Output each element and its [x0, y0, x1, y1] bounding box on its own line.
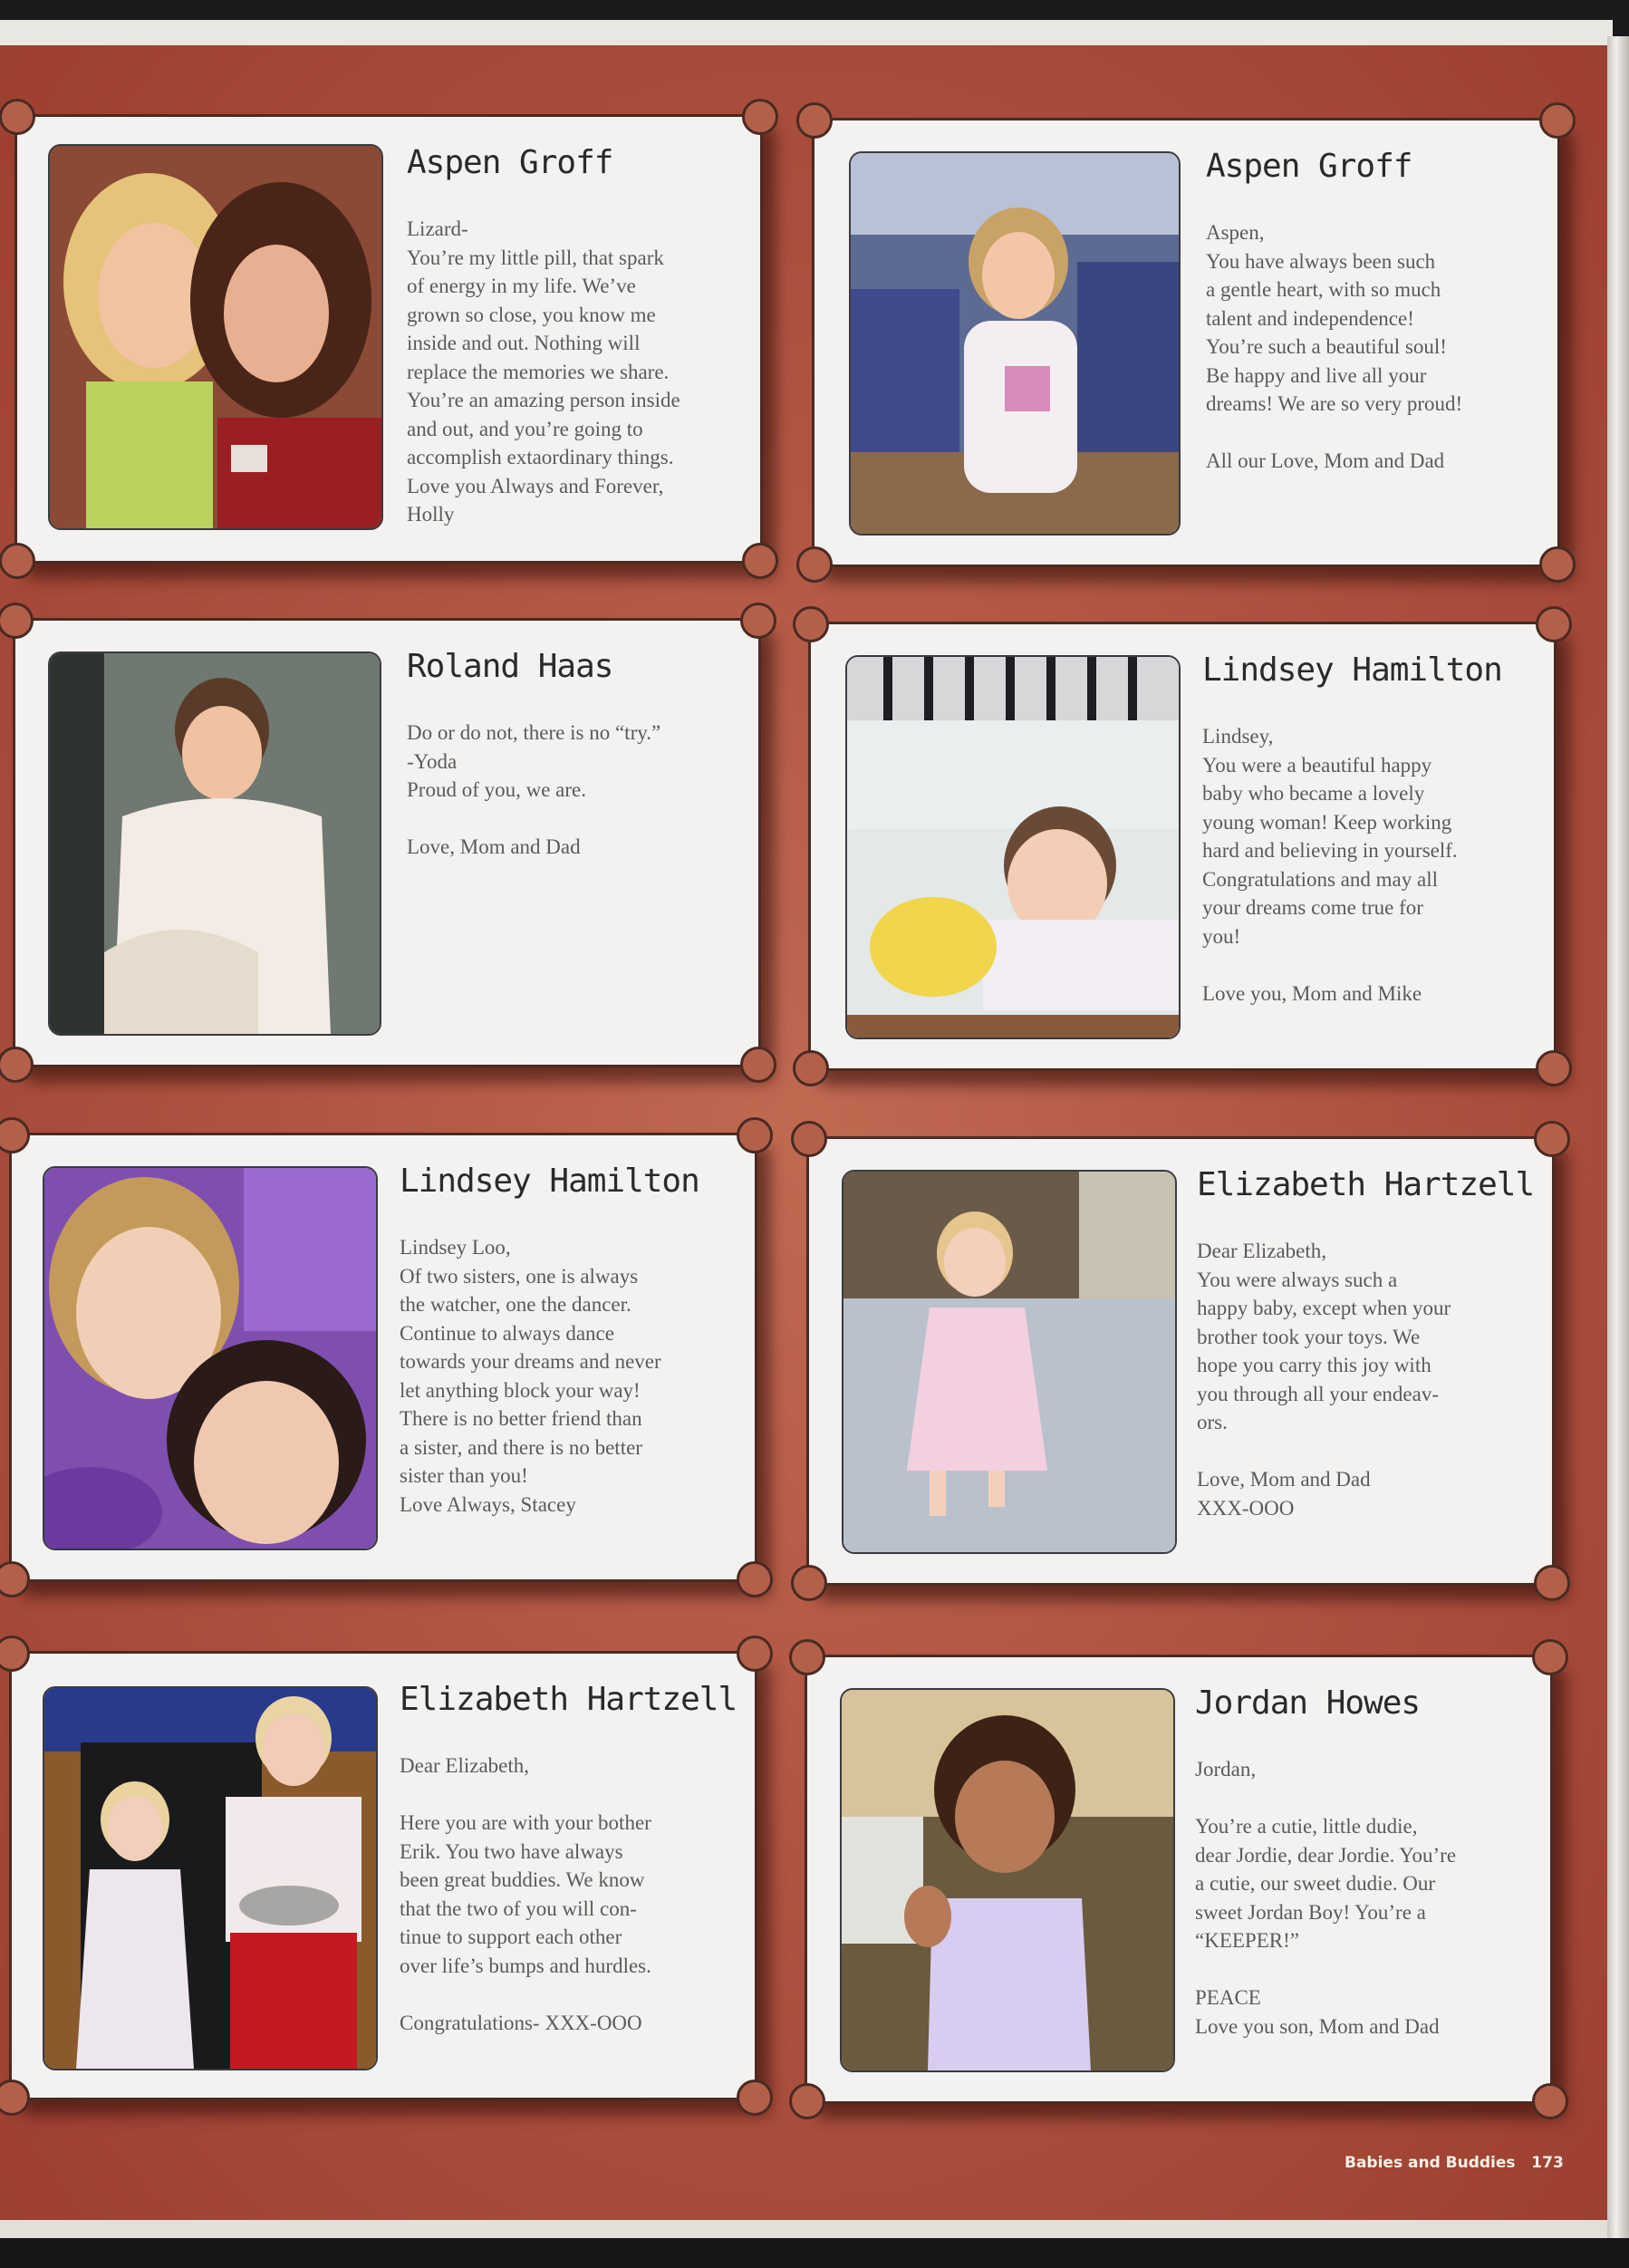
page-bottom-strip — [0, 2220, 1613, 2238]
card-name: Elizabeth Hartzell — [400, 1681, 737, 1718]
page-binding — [1607, 36, 1629, 2247]
ad-card-7 — [9, 1651, 757, 2100]
card-message: Do or do not, there is no “try.” -Yoda Proud of you, we are. Love, Mom and Dad — [407, 721, 661, 858]
card-message: Dear Elizabeth, Here you are with your bother Erik. You two have always been great buddies. We know that the two of you will con- tinue to support each other over life’s bumps and hurdles. Congratulations- XXX-OOO — [400, 1754, 651, 2034]
card-message: Dear Elizabeth, You were always such a happy baby, except when your brother took your toys. We hope you carry this joy with you through all your endeav- ors. Love, Mom and Dad XXX-OOO — [1197, 1240, 1451, 1520]
card-message: Lindsey Loo, Of two sisters, one is always the watcher, one the dancer. Continue to always dance towards your dreams and never let anything block your way! There is no better friend than a sister, and there is no better sister than you! Love Always, Stacey — [400, 1236, 661, 1516]
page-footer — [1345, 2154, 1564, 2172]
photo-two-sisters-icon — [43, 1166, 378, 1550]
photo-toddler-peace-sign-icon — [840, 1688, 1175, 2072]
photo-two-friends-icon — [48, 144, 383, 530]
card-name: Elizabeth Hartzell — [1197, 1166, 1535, 1203]
ad-card-2 — [812, 118, 1560, 567]
card-message: Aspen, You have always been such a gentle heart, with so much talent and independence! You’re such a beautiful soul! Be happy and live all your dreams! We are so very proud! All our Love, Mom and Dad — [1206, 221, 1463, 472]
photo-toddler-icon — [849, 151, 1181, 536]
scan-background-bottom — [0, 2238, 1629, 2268]
card-name: Lindsey Hamilton — [1202, 651, 1502, 689]
ad-card-3 — [13, 618, 761, 1067]
page-number: 173 — [1531, 2154, 1564, 2172]
card-name: Roland Haas — [407, 648, 613, 685]
photo-toddler-pink-dress-icon — [842, 1170, 1177, 1554]
ad-card-1 — [14, 114, 763, 564]
card-name: Jordan Howes — [1195, 1684, 1421, 1722]
photo-boy-towel-icon — [48, 651, 381, 1036]
ad-card-6 — [806, 1136, 1555, 1586]
ad-card-8 — [805, 1655, 1553, 2104]
section-title: Babies and Buddies — [1345, 2154, 1516, 2172]
photo-siblings-kitchen-icon — [43, 1686, 378, 2070]
card-message: Lizard- You’re my little pill, that spark of energy in my life. We’ve grown so close, you know me inside and out. Nothing will replace the memories we share. You’re an amazing person inside and out, and you’re going to accomplish extaordinary things. Love you Always and Forever, Holly — [407, 217, 680, 526]
card-name: Aspen Groff — [407, 144, 613, 181]
ad-card-4 — [808, 622, 1557, 1071]
card-message: Lindsey, You were a beautiful happy baby who became a lovely young woman! Keep working hard and believing in yourself. Congratulations and may all your dreams come true for you! Love you, Mom and Mike — [1202, 725, 1458, 1005]
ad-card-5 — [9, 1133, 757, 1582]
card-message: Jordan, You’re a cutie, little dudie, dear Jordie, dear Jordie. You’re a cutie, our sweet dudie. Our sweet Jordan Boy! You’re a “KEEPER!” PEACE Love you son, Mom and Dad — [1195, 1758, 1457, 2038]
photo-baby-crib-icon — [845, 655, 1181, 1039]
card-name: Lindsey Hamilton — [400, 1163, 699, 1200]
card-name: Aspen Groff — [1206, 148, 1412, 185]
